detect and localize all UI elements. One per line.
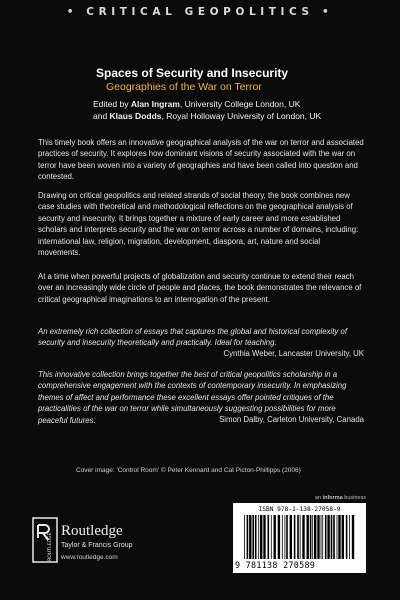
barcode-bar [312,515,313,559]
barcode-bar [327,515,329,559]
publisher-url: www.routledge.com [61,554,118,561]
barcode-bar [331,515,333,559]
barcode-bar [260,515,262,559]
review-quote-1: An extremely rich collection of essays that captures the global and historical complexity of security and insecurity theoretically and practically. Ideal for teaching. [38,327,347,348]
bullet-right: • [321,6,334,18]
informa-business-tag [315,495,366,501]
editor-2-name: Klaus Dodds [109,111,162,121]
barcode-bar [317,515,319,559]
barcode-bar [294,515,296,559]
review-attribution-1: Cynthia Weber, Lancaster University, UK [223,349,364,358]
barcode-bar [321,515,322,559]
barcode-bar [325,515,327,559]
barcode-bar [349,515,350,559]
barcode-bar [274,515,276,559]
routledge-logo-icon [32,517,58,563]
barcode-bar [255,515,257,559]
barcode-bar [282,515,283,559]
description-paragraph-3: At a time when powerful projects of globalization and security continue to extend their reach over an increasingly wide circle of people and places, the book demonstrates the relevance of critical geographical imaginations to an interrogation of the present. [38,272,362,304]
barcode-bar [314,515,316,559]
barcode-bar [310,515,312,559]
barcode-bar [337,515,338,559]
series-name [0,6,400,18]
informa-brand: informa [322,495,343,501]
barcode-bar [249,515,251,559]
description-paragraph-2: Drawing on critical geopolitics and related strands of social theory, the book combines new case studies with theoretical and methodological reflections on the geographical analysis of security and insecurity. It brings together a mixture of early career and more established scholars and interprets security and the war on terror across a number of domains, including: international law, religion, migration, development, diaspora, art, nature and social movements. [38,191,359,258]
routledge-logo-text: ROUTLEDGE [48,532,53,561]
cover-image-credit: Cover image: 'Control Room' © Peter Kennard and Cat Picton-Phillipps (2006) [76,467,301,474]
barcode-bar [346,515,348,559]
review-quote-2: This innovative collection brings together the best of critical geopolitics scholarship in a comprehensive engagement with the contexts of contemporary insecurity. In emphasizing themes of affect and performance these excellent essays offer pointed critiques of the practicalities of the war on terror while simultaneously suggesting possibilities for more peaceful futures. [38,370,347,425]
barcode-bar [258,515,259,559]
book-title: Spaces of Security and Insecurity [96,66,289,80]
barcode-bar [322,515,323,559]
barcode-bar [247,515,249,559]
editor-1-name: Alan Ingram [130,99,180,109]
barcode-bar [342,515,344,559]
barcode-icon [244,515,356,559]
description-paragraph-1: This timely book offers an innovative geographical analysis of the war on terror and associated practices of security. It explores how dominant visions of security associated with the war on terror have been woven into a variety of geographies and have been called into question and contested. [38,138,364,182]
barcode-bar [307,515,309,559]
editor-and: and [93,111,110,121]
barcode-bar [244,515,245,559]
editor-1-affiliation: , University College London, UK [179,99,301,109]
barcode-digits: 9 781138 270589 [235,560,316,570]
barcode-bar [285,515,286,559]
edited-by-prefix: Edited by [93,99,131,109]
barcode-bar [286,515,288,559]
review-attribution-2: Simon Dalby, Carleton University, Canada [219,415,364,424]
barcode-bar [252,515,254,559]
barcode-bar [297,515,299,559]
publisher-group: Taylor & Francis Group [61,542,133,549]
isbn-label: ISBN 978-1-138-27058-9 [258,506,341,513]
barcode-bar [278,515,280,559]
editor-line-1 [93,99,300,109]
barcode-bar [290,515,292,559]
book-subtitle: Geographies of the War on Terror [106,81,262,93]
barcode-bar [333,515,335,559]
barcode-bar [263,515,265,559]
bullet-left: • [66,6,79,18]
informa-prefix: an [314,495,323,501]
barcode-bar [271,515,272,559]
barcode-bar [302,515,304,559]
barcode-bar [338,515,340,559]
barcode-bar [352,515,354,559]
series-title: CRITICAL GEOPOLITICS [86,6,314,18]
barcode-bar [268,515,270,559]
barcode-bar [300,515,301,559]
publisher-name: Routledge [61,523,123,539]
isbn-barcode-box [233,503,366,573]
editor-2-affiliation: , Royal Holloway University of London, UK [161,111,322,121]
informa-suffix: business [342,495,366,501]
editor-line-2 [93,111,321,121]
